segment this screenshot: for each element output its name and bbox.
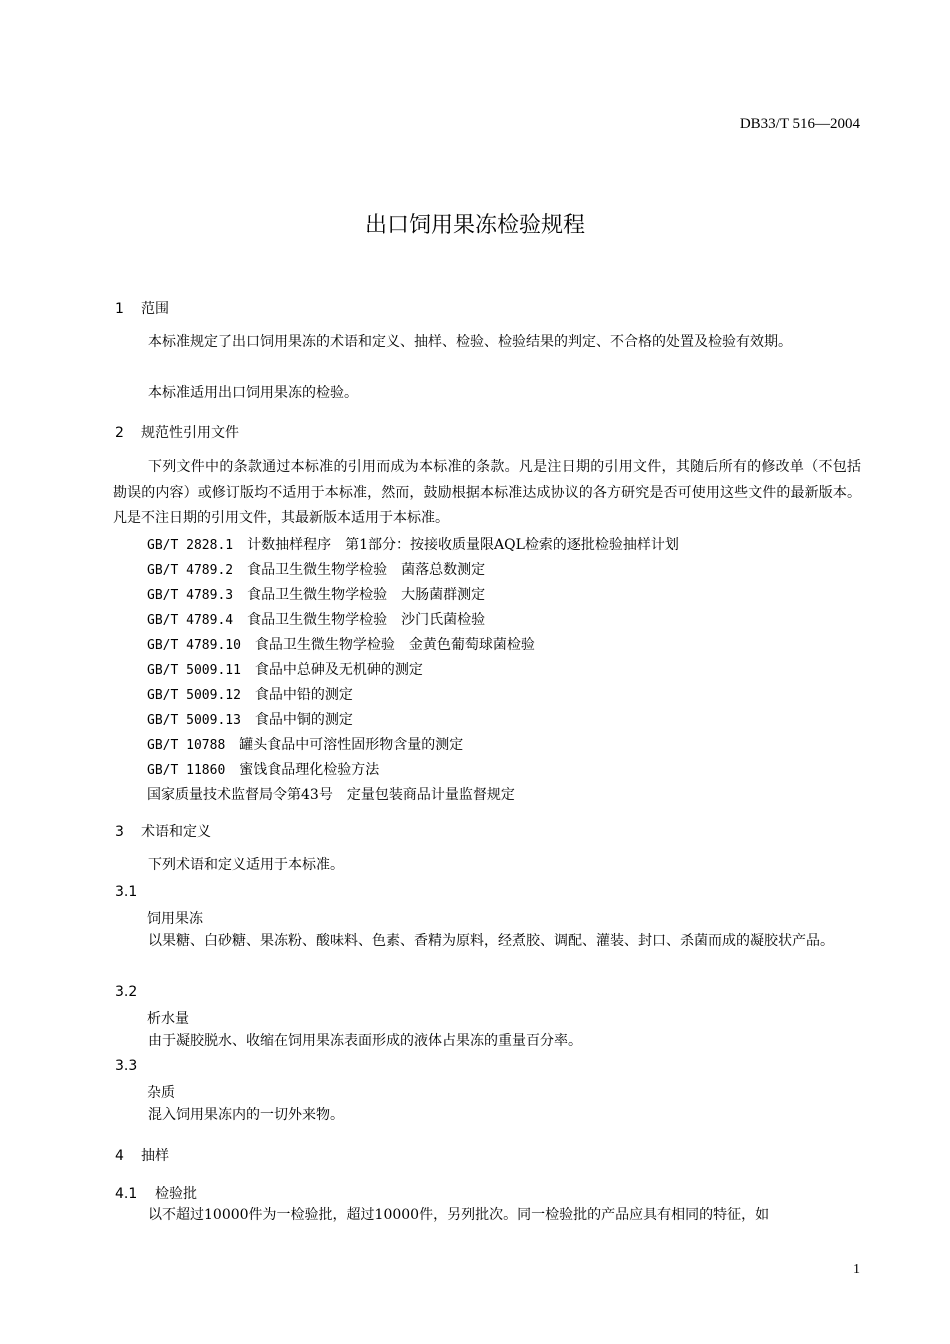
paragraph: 本标准适用出口饲用果冻的检验。 <box>148 385 358 401</box>
term-definition: 由于凝胶脱水、收缩在饲用果冻表面形成的液体占果冻的重量百分率。 <box>148 1033 582 1049</box>
term-name: 饲用果冻 <box>147 911 203 927</box>
term-definition: 混入饲用果冻内的一切外来物。 <box>148 1107 344 1123</box>
paragraph: 本标准规定了出口饲用果冻的术语和定义、抽样、检验、检验结果的判定、不合格的处置及检验有效期。 <box>148 334 792 350</box>
section-2-heading <box>115 422 239 442</box>
reference-item <box>147 584 485 604</box>
reference-item <box>147 709 353 729</box>
subsection-number: 4.1 <box>115 1186 138 1202</box>
reference-item <box>147 784 515 804</box>
term-number: 3.1 <box>115 884 138 900</box>
reference-code: GB/T 5009.11 <box>147 663 241 678</box>
reference-item <box>147 609 485 629</box>
reference-title: 食品卫生微生物学检验 大肠菌群测定 <box>247 587 486 603</box>
reference-code: GB/T 5009.12 <box>147 688 241 703</box>
reference-item <box>147 759 379 779</box>
reference-title: 罐头食品中可溶性固形物含量的测定 <box>239 737 464 753</box>
section-title: 术语和定义 <box>141 824 211 840</box>
reference-code: GB/T 4789.4 <box>147 613 234 628</box>
paragraph: 下列文件中的条款通过本标准的引用而成为本标准的条款。凡是注日期的引用文件，其随后所有的修改单（不包括勘误的内容）或修订版均不适用于本标准，然而，鼓励根据本标准达成协议的各方研究是否可使用这些文件的最新版本。凡是不注日期的引用文件，其最新版本适用于本标准。 <box>113 459 861 526</box>
section-title: 规范性引用文件 <box>141 425 239 441</box>
page-number: 1 <box>853 1262 860 1277</box>
reference-title: 国家质量技术监督局令第43号 定量包装商品计量监督规定 <box>147 787 515 803</box>
paragraph: 以不超过10000件为一检验批，超过10000件，另列批次。同一检验批的产品应具有相同的特征，如 <box>148 1207 770 1223</box>
subsection-4-1-heading <box>115 1183 197 1203</box>
reference-title: 食品中铅的测定 <box>254 687 353 703</box>
section-1-heading <box>115 298 169 318</box>
subsection-title: 检验批 <box>155 1186 197 1202</box>
paragraph: 下列术语和定义适用于本标准。 <box>148 857 344 873</box>
term-name: 杂质 <box>147 1085 175 1101</box>
reference-item <box>147 684 353 704</box>
reference-title: 食品中总砷及无机砷的测定 <box>254 662 423 678</box>
reference-code: GB/T 2828.1 <box>147 538 234 553</box>
term-definition: 以果糖、白砂糖、果冻粉、酸味料、色素、香精为原料，经煮胶、调配、灌装、封口、杀菌而成的凝胶状产品。 <box>148 933 834 949</box>
section-number: 3 <box>115 824 124 840</box>
reference-code: GB/T 4789.3 <box>147 588 234 603</box>
section-title: 范围 <box>141 301 169 317</box>
reference-title: 食品卫生微生物学检验 菌落总数测定 <box>247 562 486 578</box>
reference-title: 蜜饯食品理化检验方法 <box>239 762 380 778</box>
reference-code: GB/T 10788 <box>147 738 226 753</box>
document-title: 出口饲用果冻检验规程 <box>364 213 585 238</box>
section-title: 抽样 <box>141 1148 169 1164</box>
reference-code: GB/T 11860 <box>147 763 226 778</box>
term-number: 3.2 <box>115 984 138 1000</box>
reference-code: GB/T 4789.2 <box>147 563 234 578</box>
document-code: DB33/T 516—2004 <box>739 116 860 132</box>
reference-code: GB/T 4789.10 <box>147 638 241 653</box>
reference-title: 食品中铜的测定 <box>254 712 353 728</box>
reference-item <box>147 634 535 654</box>
reference-title: 食品卫生微生物学检验 沙门氏菌检验 <box>247 612 486 628</box>
reference-item <box>147 559 485 579</box>
reference-title: 计数抽样程序 第1部分：按接收质量限AQL检索的逐批检验抽样计划 <box>247 537 679 553</box>
section-number: 4 <box>115 1148 124 1164</box>
term-number: 3.3 <box>115 1058 138 1074</box>
term-name: 析水量 <box>147 1011 189 1027</box>
section-4-heading <box>115 1145 169 1165</box>
section-number: 1 <box>115 301 124 317</box>
reference-title: 食品卫生微生物学检验 金黄色葡萄球菌检验 <box>254 637 535 653</box>
section-3-heading <box>115 821 211 841</box>
reference-item <box>147 534 679 554</box>
reference-item <box>147 734 463 754</box>
section-number: 2 <box>115 425 124 441</box>
reference-item <box>147 659 423 679</box>
reference-code: GB/T 5009.13 <box>147 713 241 728</box>
